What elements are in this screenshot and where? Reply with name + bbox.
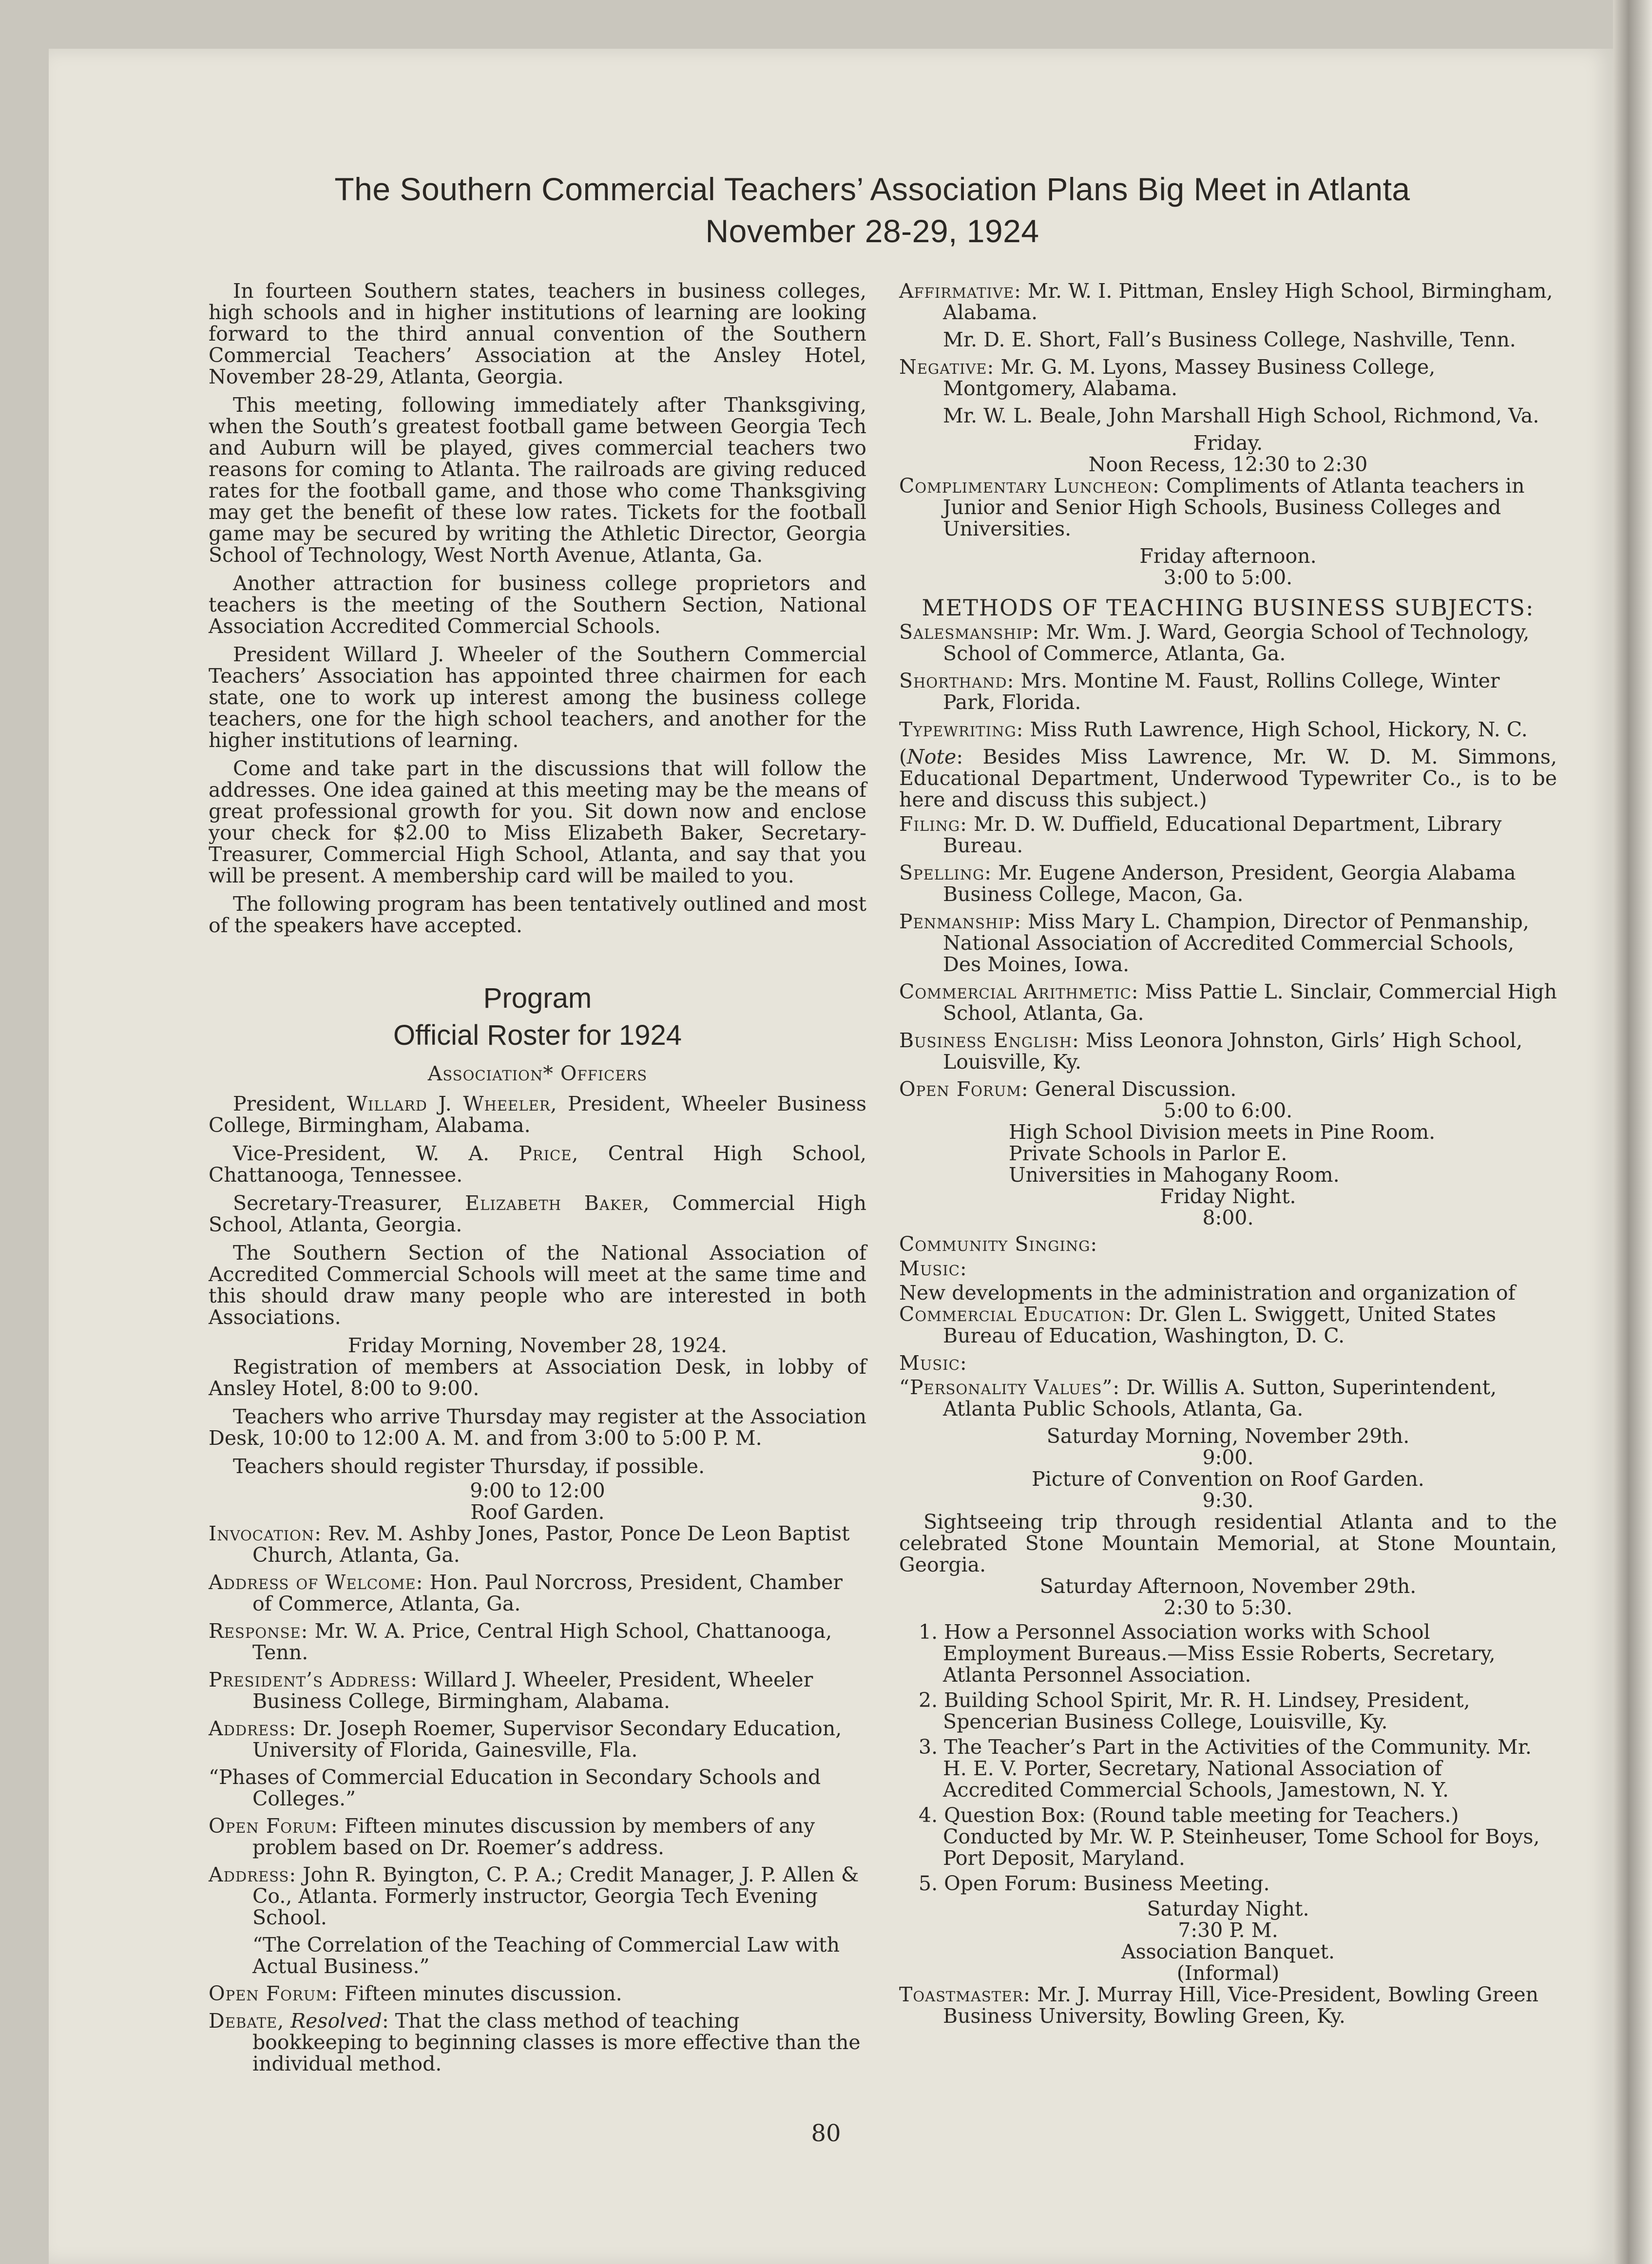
numbered-item: 2. Building School Spirit, Mr. R. H. Lindsey, President, Spencerian Business College, Louisville, Ky. <box>919 1688 1470 1733</box>
intro-paragraph: Another attraction for business college proprietors and teachers is the meeting of the Southern Section, National Association Accredited Commercial Schools. <box>209 572 866 638</box>
program-entry: President’s Address: Willard J. Wheeler, President, Wheeler Business College, Birmingham, Alabama. <box>209 1668 813 1713</box>
toastmaster-entry: Toastmaster: Mr. J. Murray Hill, Vice-President, Bowling Green Business University, Bowling Green, Ky. <box>899 1983 1539 2028</box>
division-room: Private Schools in Parlor E. <box>1009 1142 1287 1165</box>
right-column <box>899 280 1557 2033</box>
intro-paragraph: The following program has been tentatively outlined and most of the speakers have accepted. <box>209 892 866 937</box>
debate-negative-2: Mr. W. L. Beale, John Marshall High School, Richmond, Va. <box>943 404 1539 427</box>
program-entry: Open Forum: Fifteen minutes discussion by members of any problem based on Dr. Roemer’s address. <box>209 1814 815 1859</box>
commercial-education-entry: Commercial Education: Dr. Glen L. Swiggett, United States Bureau of Education, Washington, D. C. <box>899 1303 1497 1347</box>
time-slot: 7:30 P. M. <box>1178 1919 1278 1942</box>
time-slot: 5:00 to 6:00. <box>1163 1099 1293 1122</box>
program-entry: Address: Dr. Joseph Roemer, Supervisor Secondary Education, University of Florida, Gainesville, Fla. <box>209 1717 842 1762</box>
session-heading: Friday Night. <box>1160 1185 1296 1208</box>
music-label: Music: <box>899 1351 967 1375</box>
time-slot: 9:00. <box>1202 1446 1254 1469</box>
developments-line: New developments in the administration and organization of <box>899 1281 1516 1305</box>
picture-note: Picture of Convention on Roof Garden. <box>1032 1467 1424 1491</box>
venue-label: Roof Garden. <box>470 1500 605 1524</box>
program-title: Program <box>483 982 592 1014</box>
numbered-item: 1. How a Personnel Association works with School Employment Bureaus.—Miss Essie Roberts, Secretary, Atlanta Personnel Association. <box>919 1620 1496 1687</box>
methods-entry: Filing: Mr. D. W. Duffield, Educational Department, Library Bureau. <box>899 812 1502 857</box>
intro-paragraph: In fourteen Southern states, teachers in business colleges, high schools and in higher institutions of learning are looking forward to the third annual convention of the Southern Commercial Teachers’ Association at the Ansley Hotel, November 28-29, Atlanta, Georgia. <box>209 279 866 388</box>
left-column <box>209 280 866 2080</box>
note-paragraph: (Note: Besides Miss Lawrence, Mr. W. D. M. Simmons, Educational Department, Underwood Typewriter Co., is to be here and discuss this subject.) <box>899 745 1557 811</box>
program-entry: Invocation: Rev. M. Ashby Jones, Pastor, Ponce De Leon Baptist Church, Atlanta, Ga. <box>209 1522 850 1567</box>
numbered-item: 4. Question Box: (Round table meeting for Teachers.) Conducted by Mr. W. P. Steinheuser, Tome School for Boys, Port Deposit, Maryland. <box>919 1804 1540 1870</box>
methods-entry: Spelling: Mr. Eugene Anderson, President, Georgia Alabama Business College, Macon, Ga. <box>899 861 1516 906</box>
officer-entry: President, Willard J. Wheeler, President, Wheeler Business College, Birmingham, Alabama. <box>209 1092 866 1137</box>
program-entry: Address of Welcome: Hon. Paul Norcross, President, Chamber of Commerce, Atlanta, Ga. <box>209 1571 843 1615</box>
personality-entry: “Personality Values”: Dr. Willis A. Sutton, Superintendent, Atlanta Public Schools, Atlanta, Ga. <box>899 1376 1497 1420</box>
methods-entry: Open Forum: General Discussion. <box>899 1077 1237 1101</box>
banquet-label: Association Banquet. <box>1121 1940 1335 1963</box>
session-heading: Saturday Morning, November 29th. <box>1046 1424 1410 1448</box>
debate-negative: Negative: Mr. G. M. Lyons, Massey Business College, Montgomery, Alabama. <box>899 355 1436 400</box>
time-slot: 8:00. <box>1202 1206 1254 1229</box>
program-entry: Address: John R. Byington, C. P. A.; Credit Manager, J. P. Allen & Co., Atlanta. Formerly instructor, Georgia Tech Evening School. <box>209 1863 859 1929</box>
debate-entry: Debate, Resolved: That the class method of teaching bookkeeping to beginning classes is more effective than the individual method. <box>209 2009 861 2075</box>
sightseeing-note: Sightseeing trip through residential Atlanta and to the celebrated Stone Mountain Memorial, at Stone Mountain, Georgia. <box>899 1510 1557 1576</box>
methods-entry: Typewriting: Miss Ruth Lawrence, High School, Hickory, N. C. <box>899 718 1528 741</box>
time-slot: 9:00 to 12:00 <box>470 1479 605 1502</box>
address-title: “Phases of Commercial Education in Secondary Schools and Colleges.” <box>209 1765 821 1810</box>
registration-note: Registration of members at Association Desk, in lobby of Ansley Hotel, 8:00 to 9:00. <box>209 1355 866 1400</box>
community-singing: Community Singing: <box>899 1232 1098 1256</box>
time-slot: 9:30. <box>1202 1489 1254 1512</box>
methods-entry: Business English: Miss Leonora Johnston, Girls’ High School, Louisville, Ky. <box>899 1029 1523 1074</box>
methods-heading: METHODS OF TEACHING BUSINESS SUBJECTS: <box>922 595 1535 621</box>
southern-section-note: The Southern Section of the National Association of Accredited Commercial Schools will meet at the same time and this should draw many people who are interested in both Associations. <box>209 1241 866 1329</box>
headline-line-2: November 28-29, 1924 <box>705 213 1039 249</box>
session-heading: Saturday Night. <box>1147 1897 1309 1920</box>
address-title: “The Correlation of the Teaching of Commercial Law with Actual Business.” <box>252 1933 840 1978</box>
officers-heading: Association* Officers <box>427 1062 648 1085</box>
methods-entry: Penmanship: Miss Mary L. Champion, Director of Penmanship, National Association of Accredited Commercial Schools, Des Moines, Iowa. <box>899 910 1529 976</box>
methods-entry: Shorthand: Mrs. Montine M. Faust, Rollins College, Winter Park, Florida. <box>899 669 1500 714</box>
numbered-item: 5. Open Forum: Business Meeting. <box>919 1872 1270 1895</box>
page-edge <box>1613 0 1652 2264</box>
headline-line-1: The Southern Commercial Teachers’ Association Plans Big Meet in Atlanta <box>334 171 1410 207</box>
officer-entry: Vice-President, W. A. Price, Central High School, Chattanooga, Tennessee. <box>209 1142 866 1187</box>
intro-paragraph: President Willard J. Wheeler of the Southern Commercial Teachers’ Association has appointed three chairmen for each state, one to work up interest among the business college teachers, one for the high school teachers, and another for the higher institutions of learning. <box>209 643 866 752</box>
program-subtitle: Official Roster for 1924 <box>393 1019 682 1051</box>
day-heading: Friday. <box>1193 431 1263 455</box>
informal-label: (Informal) <box>1176 1961 1280 1985</box>
time-slot: 3:00 to 5:00. <box>1163 566 1293 589</box>
session-heading: Saturday Afternoon, November 29th. <box>1039 1574 1417 1598</box>
methods-entry: Salesmanship: Mr. Wm. J. Ward, Georgia School of Technology, School of Commerce, Atlanta, Ga. <box>899 620 1530 665</box>
noon-recess: Noon Recess, 12:30 to 2:30 <box>1088 453 1368 476</box>
officer-entry: Secretary-Treasurer, Elizabeth Baker, Commercial High School, Atlanta, Georgia. <box>209 1191 867 1236</box>
program-entry: Open Forum: Fifteen minutes discussion. <box>209 1982 622 2005</box>
debate-affirmative-2: Mr. D. E. Short, Fall’s Business College, Nashville, Tenn. <box>943 328 1516 351</box>
debate-affirmative: Affirmative: Mr. W. I. Pittman, Ensley High School, Birmingham, Alabama. <box>899 279 1553 324</box>
program-entry: Response: Mr. W. A. Price, Central High School, Chattanooga, Tenn. <box>209 1619 832 1664</box>
friday-morning-heading: Friday Morning, November 28, 1924. <box>347 1334 728 1357</box>
division-room: High School Division meets in Pine Room. <box>1009 1120 1436 1144</box>
article-headline <box>244 168 1501 252</box>
time-slot: 2:30 to 5:30. <box>1163 1596 1293 1619</box>
numbered-item: 3. The Teacher’s Part in the Activities of the Community. Mr. H. E. V. Porter, Secretary, National Association of Accredited Commercial Schools, Jamestown, N. Y. <box>919 1735 1532 1802</box>
intro-paragraph: Come and take part in the discussions that will follow the addresses. One idea gained at this meeting may be the means of great professional growth for you. Sit down now and enclose your check for $2.00 to Miss Elizabeth Baker, Secretary-Treasurer, Commercial High School, Atlanta, and say that you will be present. A membership card will be mailed to you. <box>209 757 866 887</box>
should-register-note: Teachers should register Thursday, if possible. <box>233 1455 705 1478</box>
session-heading: Friday afternoon. <box>1139 544 1317 568</box>
division-room: Universities in Mahogany Room. <box>1009 1163 1340 1187</box>
intro-paragraph: This meeting, following immediately after Thanksgiving, when the South’s greatest football game between Georgia Tech and Auburn will be played, gives commercial teachers two reasons for coming to Atlanta. The railroads are giving reduced rates for the football game, and those who come Thanksgiving may get the benefit of these low rates. Tickets for the football game may be secured by writing the Athletic Director, Georgia School of Technology, West North Avenue, Atlanta, Ga. <box>209 393 866 567</box>
thursday-note: Teachers who arrive Thursday may register at the Association Desk, 10:00 to 12:00 A. M. and from 3:00 to 5:00 P. M. <box>209 1405 866 1450</box>
luncheon-entry: Complimentary Luncheon: Compliments of Atlanta teachers in Junior and Senior High Schools, Business Colleges and Universities. <box>899 474 1525 540</box>
methods-entry: Commercial Arithmetic: Miss Pattie L. Sinclair, Commercial High School, Atlanta, Ga. <box>899 980 1557 1025</box>
music-label: Music: <box>899 1257 967 1280</box>
page-number: 80 <box>811 2120 841 2147</box>
